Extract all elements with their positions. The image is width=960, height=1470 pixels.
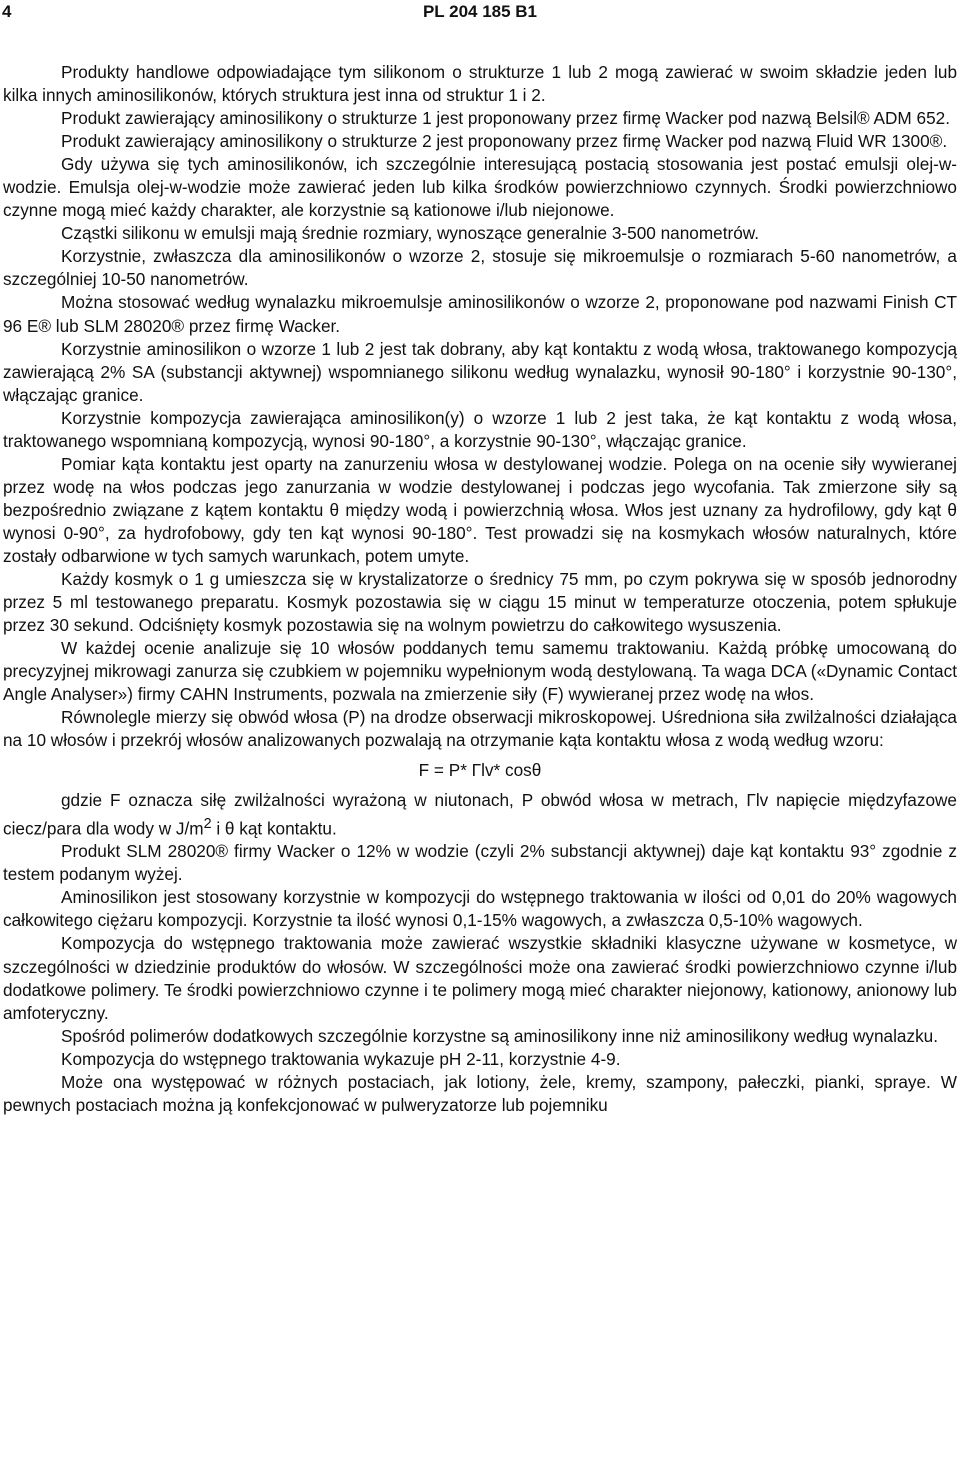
paragraph: Korzystnie, zwłaszcza dla aminosilikonów o wzorze 2, stosuje się mikroemulsje o rozmiarach 5-60 nanometrów, a szczególniej 10-50 nanometrów. bbox=[3, 246, 957, 290]
paragraph: Równolegle mierzy się obwód włosa (P) na drodze obserwacji mikroskopowej. Uśrednionа siła zwilżalności działająca na 10 włosów i przekrój włosów analizowanych pozwalają na otrzymanie kąta kontaktu włosa z wodą według wzoru: bbox=[3, 707, 957, 751]
paragraph: Produkt zawierający aminosilikony o strukturze 2 jest proponowany przez firmę Wacker pod nazwą Fluid WR 1300®. bbox=[61, 131, 948, 152]
paragraph: Aminosilikon jest stosowany korzystnie w kompozycji do wstępnego traktowania w ilości od 0,01 do 20% wagowych całkowitego ciężaru kompozycji. Korzystnie ta ilość wynosi 0,1-15% wagowych, a zwłaszcza 0,5-10% wagowych. bbox=[3, 887, 957, 931]
paragraph: Produkt SLM 28020® firmy Wacker o 12% w wodzie (czyli 2% substancji aktywnej) daje kąt kontaktu 93° zgodnie z testem podanym wyżej. bbox=[3, 841, 957, 885]
paragraph: Kompozycja do wstępnego traktowania wykazuje pH 2-11, korzystnie 4-9. bbox=[61, 1048, 621, 1069]
paragraph: Spośród polimerów dodatkowych szczególnie korzystne są aminosilikony inne niż aminosilikony według wynalazku. bbox=[61, 1025, 938, 1046]
formula-explanation-tail: i θ kąt kontaktu. bbox=[211, 818, 337, 839]
body-text bbox=[3, 61, 957, 1117]
page-number: 4 bbox=[2, 2, 12, 21]
patent-number: PL 204 185 B1 bbox=[422, 2, 538, 21]
paragraph: Cząstki silikonu w emulsji mają średnie rozmiary, wynoszące generalnie 3-500 nanometrów. bbox=[61, 223, 759, 244]
paragraph: Produkty handlowe odpowiadające tym silikonom o strukturze 1 lub 2 mogą zawierać w swoim składzie jeden lub kilka innych aminosilikonów, których struktura jest inna od struktur 1 i 2. bbox=[3, 62, 957, 106]
page-header bbox=[0, 2, 960, 24]
paragraph: Gdy używa się tych aminosilikonów, ich szczególnie interesującą postacią stosowania jest postać emulsji olej-w-wodzie. Emulsja olej-w-wodzie może zawierać jeden lub kilka środków powierzchniowo czynnych. Środki powierzchniowo czynne mogą mieć każdy charakter, ale korzystnie są kationowe i/lub niejonowe. bbox=[3, 154, 957, 221]
paragraph: Korzystnie kompozycja zawierająca aminosilikon(y) o wzorze 1 lub 2 jest taka, że kąt kontaktu z wodą włosa, traktowanego wspomnianą kompozycją, wynosi 90-180°, a korzystnie 90-130°, włączając granice. bbox=[3, 407, 957, 451]
paragraph: Produkt zawierający aminosilikony o strukturze 1 jest proponowany przez firmę Wacker pod nazwą Belsil® ADM 652. bbox=[61, 108, 950, 129]
paragraph: Kompozycja do wstępnego traktowania może zawierać wszystkie składniki klasyczne używane w kosmetyce, w szczególności w dziedzinie produktów do włosów. W szczególności może ona zawierać środki powierzchniowo czynne i/lub dodatkowe polimery. Te środki powierzchniowo czynne i te polimery mogą mieć charakter niejonowy, kationowy, anionowy lub amfoteryczny. bbox=[3, 933, 957, 1023]
paragraph: Może ona występować w różnych postaciach, jak lotiony, żele, kremy, szampony, pałeczki, pianki, spraye. W pewnych postaciach można ją konfekcjonować w pulweryzatorze lub pojemniku bbox=[3, 1071, 957, 1115]
formula-explanation bbox=[3, 789, 957, 840]
paragraph: Każdy kosmyk o 1 g umieszcza się w krystalizatorze o średnicy 75 mm, po czym pokrywa się w sposób jednorodny przez 5 ml testowanego preparatu. Kosmyk pozostawia się w ciągu 15 minut w temperaturze otoczenia, potem spłukuje przez 30 sekund. Odciśnięty kosmyk pozostawia się na wolnym powietrzu do całkowitego wysuszenia. bbox=[3, 569, 957, 636]
paragraph: Korzystnie aminosilikon o wzorze 1 lub 2 jest tak dobrany, aby kąt kontaktu z wodą włosa, traktowanego kompozycją zawierającą 2% SA (substancji aktywnej) wspomnianego silikonu według wynalazku, wynosił 90-180° i korzystnie 90-130°, włączając granice. bbox=[3, 338, 957, 405]
paragraph: W każdej ocenie analizuje się 10 włosów poddanych temu samemu traktowaniu. Każdą próbkę umocowaną do precyzyjnej mikrowagi zanurza się czubkiem w pojemniku wypełnionym wodą destylowaną. Ta waga DCA («Dynamic Contact Angle Analyser») firmy CAHN Instruments, pozwala na zmierzenie siły (F) wywieranej przez wodę na włos. bbox=[3, 638, 957, 705]
paragraph: Można stosować według wynalazku mikroemulsje aminosilikonów o wzorze 2, proponowane pod nazwami Finish CT 96 E® lub SLM 28020® przez firmę Wacker. bbox=[3, 292, 957, 336]
formula-explanation-text: gdzie F oznacza siłę zwilżalności wyrażoną w niutonach, P obwód włosa w metrach, Γlv napięcie międzyfazowe ciecz/para dla wody w J/m bbox=[3, 790, 957, 839]
contact-angle-formula: F = P* Γlv* cosθ bbox=[418, 760, 542, 781]
unit-exponent: 2 bbox=[203, 815, 212, 832]
paragraph: Pomiar kąta kontaktu jest oparty na zanurzeniu włosa w destylowanej wodzie. Polega on na ocenie siły wywieranej przez wodę na włos podczas jego zanurzania w wodzie destylowanej i podczas jego wycofania. Tak zmierzone siły są bezpośrednio związane z kątem kontaktu θ między wodą i powierzchnią włosa. Włos jest uznany za hydrofilowy, gdy kąt θ wynosi 0-90°, za hydrofobowy, gdy ten kąt wynosi 90-180°. Test prowadzi się na kosmykach włosów naturalnych, które zostały odbarwione w tych samych warunkach, potem umyte. bbox=[3, 453, 957, 566]
